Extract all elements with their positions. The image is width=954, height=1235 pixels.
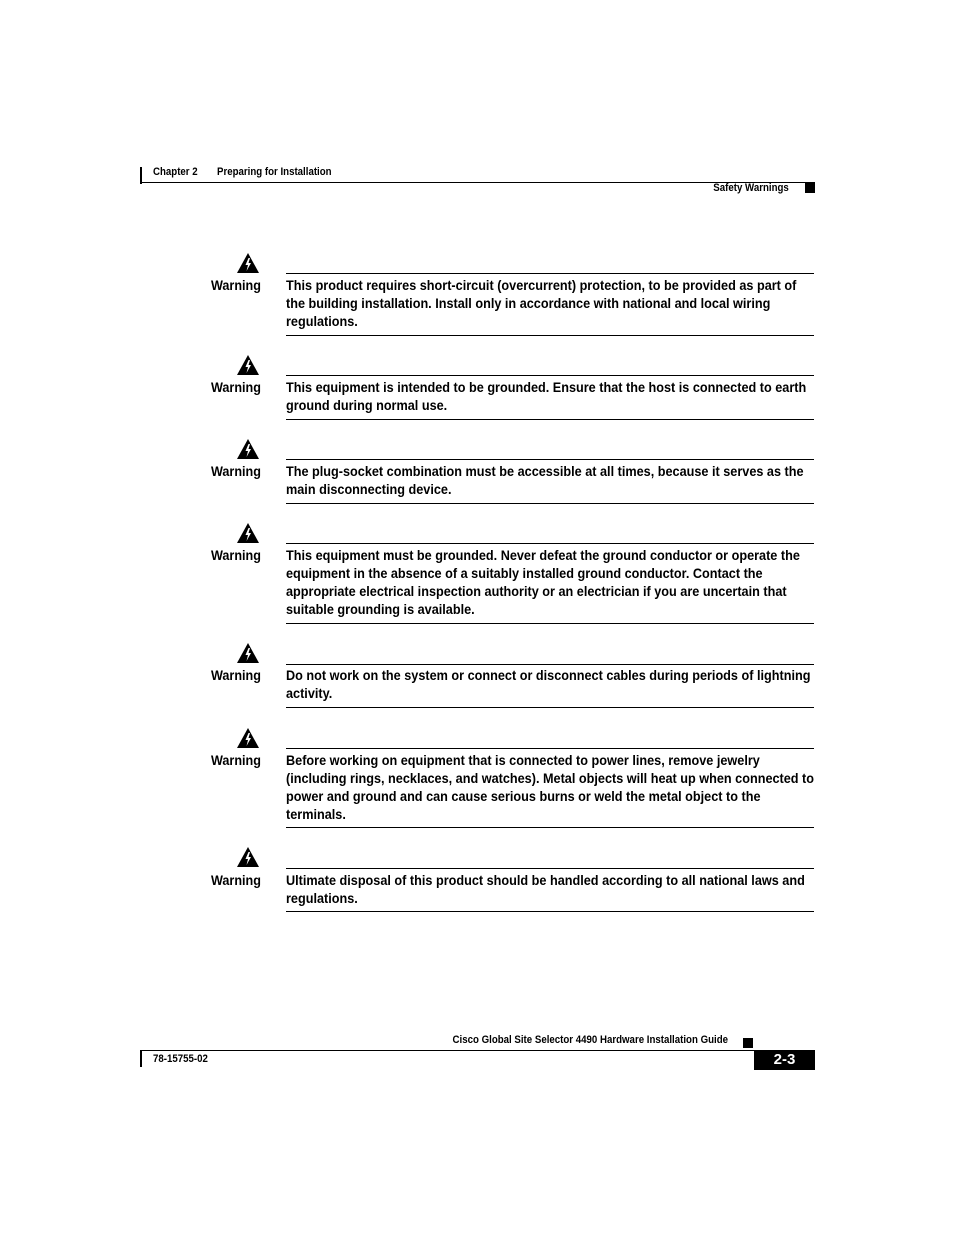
warning-bottom-rule <box>286 707 814 708</box>
warning-top-rule <box>286 868 814 869</box>
header-section-title: Safety Warnings <box>713 182 789 194</box>
warning-triangle-lightning-icon <box>236 438 260 460</box>
warning-top-rule <box>286 273 814 274</box>
warning-text: This equipment is intended to be grounded. Ensure that the host is connected to earth ground during normal use. <box>286 379 807 413</box>
warning-label: Warning <box>211 379 261 395</box>
warning-triangle-lightning-icon <box>236 354 260 376</box>
footer-rule <box>140 1050 815 1051</box>
warning-triangle-lightning-icon <box>236 727 260 749</box>
warning-text: Ultimate disposal of this product should be handled according to all national laws and regulations. <box>286 872 805 906</box>
warning-top-rule <box>286 748 814 749</box>
footer-doc-number: 78-15755-02 <box>153 1053 208 1065</box>
warning-label: Warning <box>211 463 261 479</box>
warning-label: Warning <box>211 667 261 683</box>
warning-triangle-lightning-icon <box>236 522 260 544</box>
header-chapter: Chapter 2 <box>153 166 198 178</box>
warning-label: Warning <box>211 872 261 888</box>
footer-marker-square <box>743 1038 753 1048</box>
footer-vertical-bar <box>140 1050 142 1067</box>
warning-bottom-rule <box>286 503 814 504</box>
warning-text: Do not work on the system or connect or disconnect cables during periods of lightning activity. <box>286 667 811 701</box>
warning-bottom-rule <box>286 827 814 828</box>
header-chapter-title: Preparing for Installation <box>217 166 332 178</box>
warning-bottom-rule <box>286 335 814 336</box>
warning-top-rule <box>286 543 814 544</box>
warning-bottom-rule <box>286 623 814 624</box>
warning-text: Before working on equipment that is connected to power lines, remove jewelry (including rings, necklaces, and watches). Metal objects will heat up when connected to power and ground and can cause serious burns or weld the metal object to the terminals. <box>286 752 815 822</box>
header-marker-square <box>805 183 815 193</box>
warning-text: This equipment must be grounded. Never defeat the ground conductor or operate the equipment in the absence of a suitably installed ground conductor. Contact the appropriate electrical inspection authority or an electrician if you are uncertain that suitable grounding is available. <box>286 547 800 617</box>
warning-top-rule <box>286 375 814 376</box>
warning-top-rule <box>286 664 814 665</box>
warning-top-rule <box>286 459 814 460</box>
warning-bottom-rule <box>286 911 814 912</box>
footer-page-number: 2-3 <box>754 1050 815 1070</box>
warning-label: Warning <box>211 752 261 768</box>
footer-guide-title: Cisco Global Site Selector 4490 Hardware Installation Guide <box>452 1034 728 1046</box>
warning-triangle-lightning-icon <box>236 252 260 274</box>
warning-text: The plug-socket combination must be accessible at all times, because it serves as the main disconnecting device. <box>286 463 804 497</box>
warning-triangle-lightning-icon <box>236 642 260 664</box>
warning-bottom-rule <box>286 419 814 420</box>
warning-triangle-lightning-icon <box>236 846 260 868</box>
warning-label: Warning <box>211 547 261 563</box>
warning-text: This product requires short-circuit (overcurrent) protection, to be provided as part of the building installation. Install only in accordance with national and local wiring regulations. <box>286 277 797 329</box>
warning-label: Warning <box>211 277 261 293</box>
